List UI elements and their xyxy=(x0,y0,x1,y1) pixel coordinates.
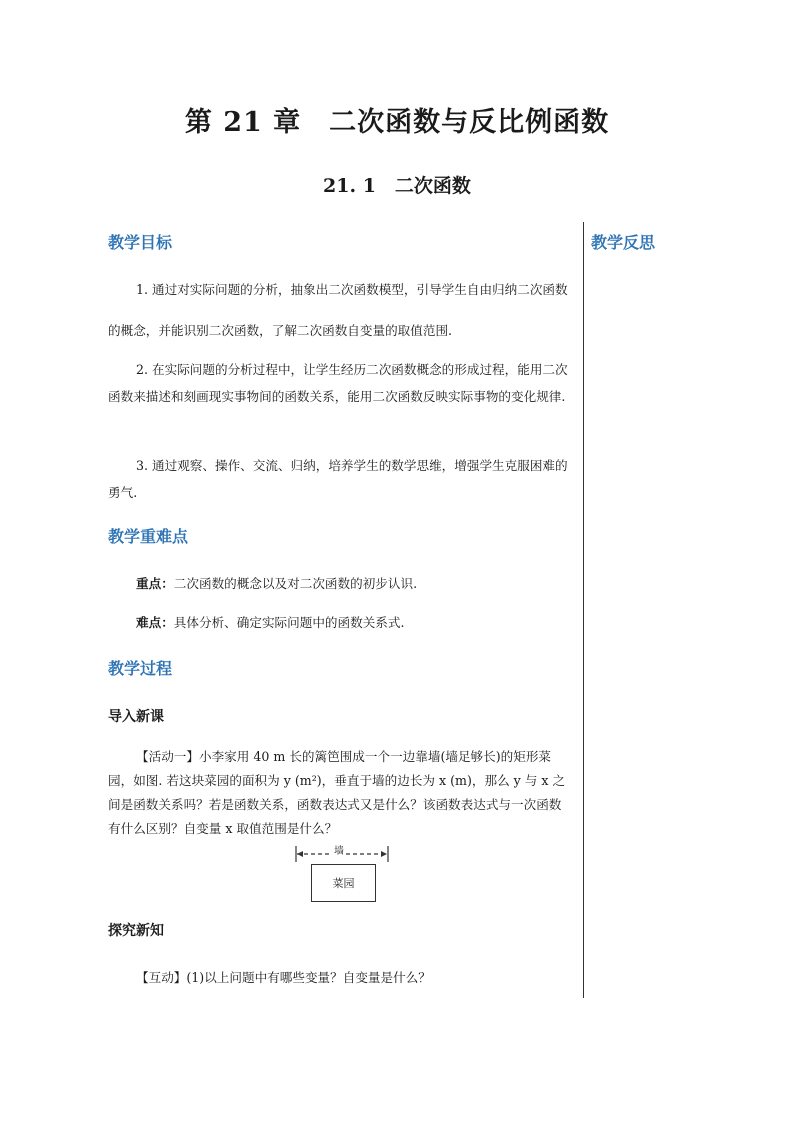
focus-text: 二次函数的概念以及对二次函数的初步认识. xyxy=(173,576,418,591)
goal-item-3: 3. 通过观察、操作、交流、归纳，培养学生的数学思维，增强学生克服困难的勇气. xyxy=(108,458,568,500)
garden-diagram xyxy=(294,842,390,904)
difficulty-label: 难点： xyxy=(136,615,174,630)
goals-heading: 教学目标 xyxy=(108,233,173,252)
wall-label: 墙 xyxy=(332,842,346,857)
interaction-text: 【互动】(1)以上问题中有哪些变量？自变量是什么？ xyxy=(136,970,431,985)
goal-item-2: 2. 在实际问题的分析过程中，让学生经历二次函数概念的形成过程，能用二次函数来描述和刻画现实事物间的函数关系，能用二次函数反映实际事物的变化规律. xyxy=(108,362,568,404)
goal-item-1: 1. 通过对实际问题的分析，抽象出二次函数模型，引导学生自由归纳二次函数的概念，并能识别二次函数，了解二次函数自变量的取值范围. xyxy=(108,282,568,338)
explore-heading: 探究新知 xyxy=(108,923,164,939)
activity-text: 【活动一】小李家用 40 m 长的篱笆围成一个一边靠墙(墙足够长)的矩形菜园，如图. 若这块菜园的面积为 y (m²)，垂直于墙的边长为 x (m)，那么 y 与 x 之间是函数关系吗？若是函数关系，函数表达式又是什么？该函数表达式与一次函数有什么区别？自变量 x 取值范围是什么？ xyxy=(108,749,566,836)
garden-label: 菜园 xyxy=(332,877,355,890)
difficulty-line xyxy=(108,612,573,631)
section-title: 21. 1 二次函数 xyxy=(323,175,471,197)
garden-box xyxy=(311,864,376,902)
reflection-heading: 教学反思 xyxy=(591,233,656,252)
process-heading: 教学过程 xyxy=(108,659,173,678)
chapter-title: 第 21 章 二次函数与反比例函数 xyxy=(184,107,610,138)
focus-label: 重点： xyxy=(136,576,174,591)
keypoints-heading: 教学重难点 xyxy=(108,527,189,546)
difficulty-text: 具体分析、确定实际问题中的函数关系式. xyxy=(173,615,405,630)
intro-heading: 导入新课 xyxy=(108,709,164,725)
column-divider xyxy=(583,222,584,998)
focus-line xyxy=(108,573,573,592)
